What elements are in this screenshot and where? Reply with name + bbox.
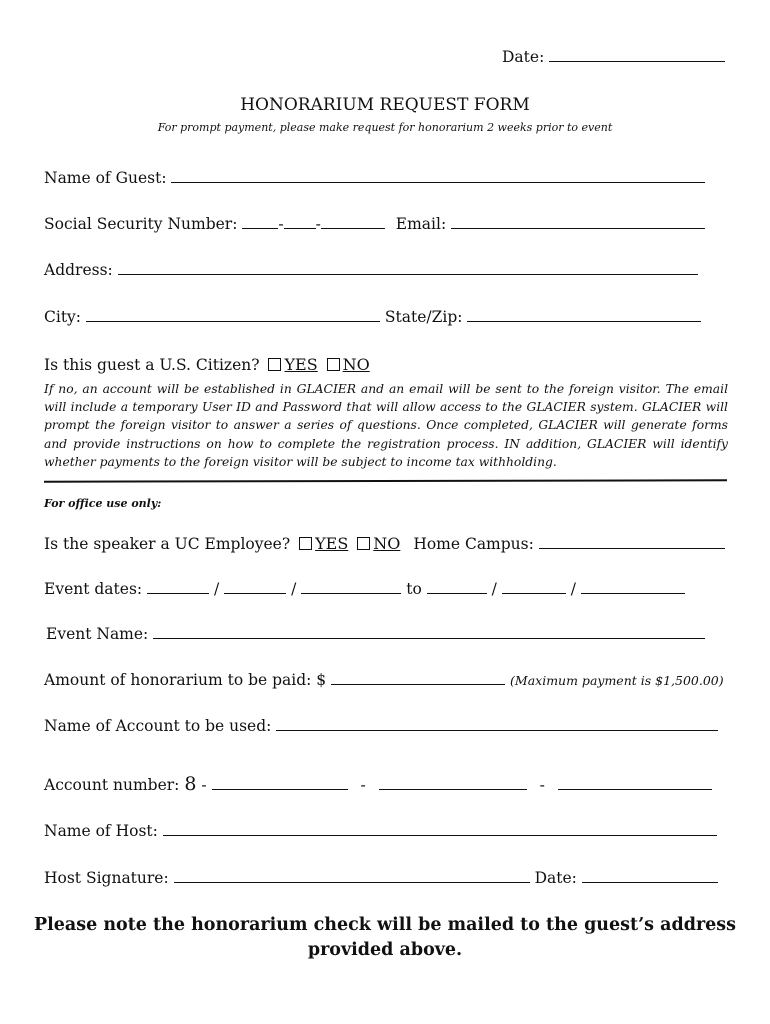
citizen-no-checkbox[interactable] [327, 358, 340, 371]
address-field[interactable] [118, 261, 698, 275]
signature-date-field[interactable] [582, 869, 718, 883]
account-name-label: Name of Account to be used: [44, 717, 272, 735]
citizen-question: Is this guest a U.S. Citizen? [44, 356, 260, 374]
date-to: to [406, 580, 422, 598]
amount-field[interactable] [331, 671, 505, 685]
ssn-part2-field[interactable] [284, 215, 316, 229]
employee-yes-checkbox[interactable] [299, 537, 312, 550]
campus-field[interactable] [539, 535, 725, 549]
office-use-label: For office use only: [44, 497, 162, 510]
max-payment-note: (Maximum payment is $1,500.00) [510, 673, 724, 688]
form-title: HONORARIUM REQUEST FORM [240, 95, 530, 115]
start-month-field[interactable] [147, 580, 209, 594]
event-name-label: Event Name: [46, 625, 149, 643]
date-slash: / [491, 580, 497, 598]
date-slash: / [214, 580, 220, 598]
guest-name-row [44, 169, 744, 187]
citizen-yes-checkbox[interactable] [268, 358, 281, 371]
account-part1-field[interactable] [212, 776, 348, 790]
host-field[interactable] [163, 822, 717, 836]
account-number-label: Account number: [44, 776, 180, 794]
footer-note-line1: Please note the honorarium check will be mailed to the guest’s address [33, 915, 737, 935]
employee-row [44, 534, 744, 553]
footer-note-line2: provided above. [307, 940, 463, 960]
citizen-row [44, 355, 744, 374]
account-part2-field[interactable] [379, 776, 527, 790]
email-label: Email: [395, 215, 447, 233]
event-name-field[interactable] [153, 625, 705, 639]
address-label: Address: [44, 261, 113, 279]
event-dates-row [44, 580, 744, 598]
account-dash: - [201, 776, 207, 794]
host-label: Name of Host: [44, 822, 158, 840]
account-part3-field[interactable] [558, 776, 712, 790]
end-day-field[interactable] [502, 580, 566, 594]
start-day-field[interactable] [224, 580, 286, 594]
citizen-note: If no, an account will be established in GLACIER and an email will be sent to the foreign visitor. The email will include a temporary User ID and Password that will allow access to the GLACIER system. GLACIER will prompt the foreign visitor to answer a series of questions. Once completed, GLACIER will generate forms and provide instructions on how to complete the registration process. IN addition, GLACIER will identify whether payments to the foreign visitor will be subject to income tax withholding. [44, 382, 728, 469]
signature-row [44, 869, 744, 887]
citizen-no-label: NO [342, 355, 370, 374]
account-dash: - [360, 776, 366, 794]
account-name-row [44, 717, 744, 735]
city-field[interactable] [86, 308, 380, 322]
header-date-row [502, 48, 732, 66]
ssn-email-row [44, 215, 744, 233]
account-dash: - [539, 776, 545, 794]
header-date-label: Date: [502, 48, 545, 66]
ssn-sep1: - [278, 215, 284, 233]
host-row [44, 822, 744, 840]
end-month-field[interactable] [427, 580, 487, 594]
start-year-field[interactable] [301, 580, 401, 594]
date-slash: / [291, 580, 297, 598]
account-number-row [44, 773, 744, 795]
ssn-part1-field[interactable] [242, 215, 278, 229]
employee-yes-label: YES [315, 534, 349, 553]
signature-field[interactable] [174, 869, 530, 883]
ssn-sep2: - [315, 215, 321, 233]
email-field[interactable] [451, 215, 705, 229]
guest-name-field[interactable] [171, 169, 705, 183]
citizen-yes-label: YES [284, 355, 318, 374]
end-year-field[interactable] [581, 580, 685, 594]
account-prefix: 8 [184, 773, 197, 795]
employee-no-checkbox[interactable] [357, 537, 370, 550]
address-row [44, 261, 744, 279]
event-dates-label: Event dates: [44, 580, 143, 598]
statezip-field[interactable] [467, 308, 701, 322]
ssn-label: Social Security Number: [44, 215, 238, 233]
statezip-label: State/Zip: [384, 308, 463, 326]
ssn-part3-field[interactable] [321, 215, 385, 229]
signature-label: Host Signature: [44, 869, 169, 887]
employee-no-label: NO [373, 534, 401, 553]
event-name-row [46, 625, 746, 643]
signature-date-label: Date: [534, 869, 577, 887]
form-subtitle: For prompt payment, please make request for honorarium 2 weeks prior to event [157, 121, 613, 134]
header-date-field[interactable] [549, 48, 725, 62]
amount-row [44, 671, 744, 689]
account-name-field[interactable] [276, 717, 718, 731]
amount-label: Amount of honorarium to be paid: $ [44, 671, 327, 689]
guest-name-label: Name of Guest: [44, 169, 167, 187]
city-state-row [44, 308, 744, 326]
city-label: City: [44, 308, 82, 326]
section-divider [44, 479, 727, 482]
campus-label: Home Campus: [413, 535, 534, 553]
employee-question: Is the speaker a UC Employee? [44, 535, 291, 553]
date-slash: / [570, 580, 576, 598]
